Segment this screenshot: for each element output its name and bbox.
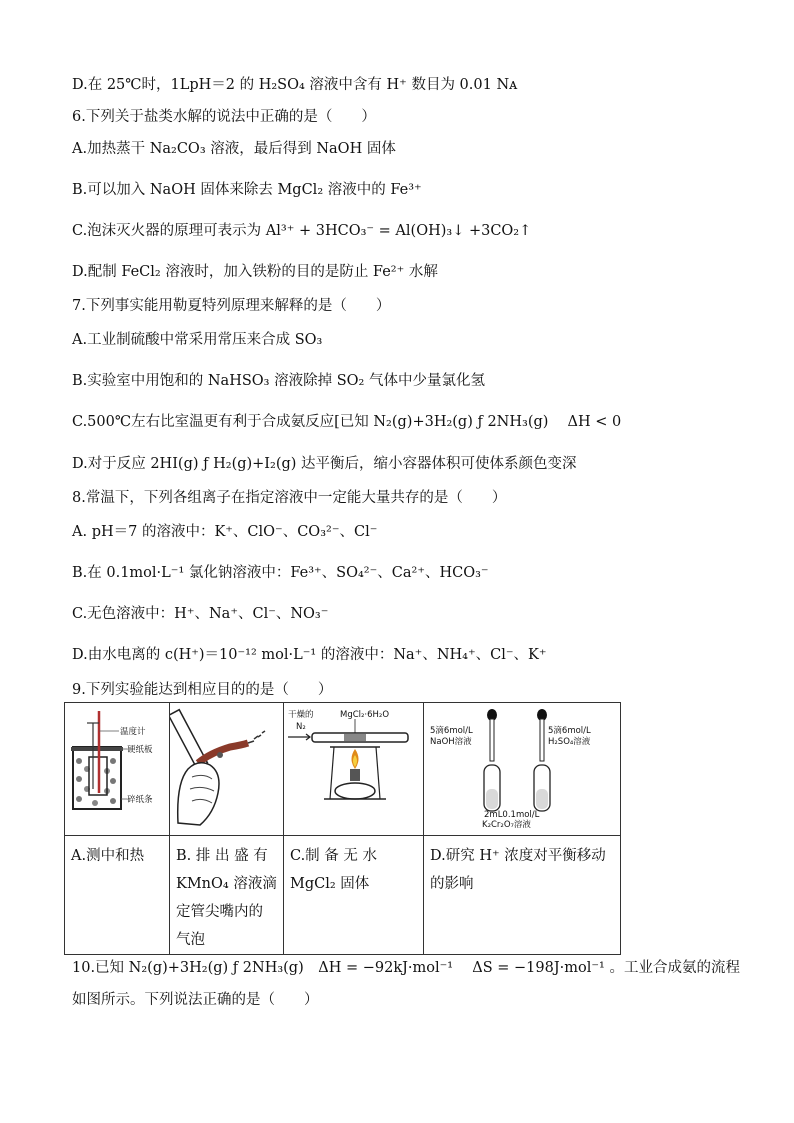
q8-option-b: B.在 0.1mol·L⁻¹ 氯化钠溶液中：Fe³⁺、SO₄²⁻、Ca²⁺、HCO₃⁻ <box>72 565 489 581</box>
calorimeter-figure <box>65 703 169 831</box>
caption-a: A.测中和热 <box>71 848 145 864</box>
q6-option-d: D.配制 FeCl₂ 溶液时，加入铁粉的目的是防止 Fe²⁺ 水解 <box>72 264 438 280</box>
caption-c: C.制 备 无 水 MgCl₂ 固体 <box>290 848 378 892</box>
figure-a-cell <box>65 703 170 836</box>
label-solution-conc: 2mL0.1mol/L <box>484 810 540 820</box>
q5-option-d: D.在 25℃时，1LpH＝2 的 H₂SO₄ 溶液中含有 H⁺ 数目为 0.01 Nᴀ <box>72 77 518 93</box>
q10-stem-line1: 10.已知 N₂(g)+3H₂(g) ƒ 2NH₃(g) ΔH = −92kJ·mol⁻¹ ΔS = −198J·mol⁻¹ 。工业合成氨的流程 <box>72 960 740 976</box>
q8-stem: 8.常温下，下列各组离子在指定溶液中一定能大量共存的是（ ） <box>72 490 507 506</box>
label-left-drops: 5滴6mol/L <box>430 726 473 736</box>
heating-tube-figure <box>284 703 423 831</box>
q6-option-a: A.加热蒸干 Na₂CO₃ 溶液，最后得到 NaOH 固体 <box>72 141 396 157</box>
label-dry-gas: 干燥的 <box>288 710 314 720</box>
q7-option-a: A.工业制硫酸中常采用常压来合成 SO₃ <box>72 332 323 348</box>
q8-option-d: D.由水电离的 c(H⁺)＝10⁻¹² mol·L⁻¹ 的溶液中：Na⁺、NH₄⁺、Cl⁻、K⁺ <box>72 647 547 663</box>
q9-stem: 9.下列实验能达到相应目的的是（ ） <box>72 682 333 698</box>
burette-figure <box>170 703 283 831</box>
q7-option-c: C.500℃左右比室温更有利于合成氨反应[已知 N₂(g)+3H₂(g) ƒ 2NH₃(g) ΔH < 0 <box>72 414 622 430</box>
q8-option-a: A. pH＝7 的溶液中：K⁺、ClO⁻、CO₃²⁻、Cl⁻ <box>72 524 378 540</box>
q6-option-c: C.泡沫灭火器的原理可表示为 Al³⁺ + 3HCO₃⁻ = Al(OH)₃↓ +3CO₂↑ <box>72 223 532 239</box>
q7-option-b: B.实验室中用饱和的 NaHSO₃ 溶液除掉 SO₂ 气体中少量氯化氢 <box>72 373 485 389</box>
q6-option-b: B.可以加入 NaOH 固体来除去 MgCl₂ 溶液中的 Fe³⁺ <box>72 182 422 198</box>
figure-d-cell <box>424 703 621 836</box>
figure-b-cell <box>170 703 284 836</box>
label-right-reagent: H₂SO₄溶液 <box>548 737 591 747</box>
label-board: 硬纸板 <box>127 745 153 755</box>
label-n2: N₂ <box>296 722 306 732</box>
label-mgcl2-hydrate: MgCl₂·6H₂O <box>340 710 390 720</box>
q9-experiment-table <box>64 702 621 955</box>
test-tubes-figure <box>424 703 620 831</box>
q7-option-d: D.对于反应 2HI(g) ƒ H₂(g)+I₂(g) 达平衡后，缩小容器体积可使体系颜色变深 <box>72 456 577 472</box>
figure-c-cell <box>284 703 424 836</box>
label-thermometer: 温度计 <box>120 727 146 737</box>
q8-option-c: C.无色溶液中：H⁺、Na⁺、Cl⁻、NO₃⁻ <box>72 606 329 622</box>
label-right-drops: 5滴6mol/L <box>548 726 591 736</box>
q10-stem-line2: 如图所示。下列说法正确的是（ ） <box>72 992 319 1008</box>
label-scraps: 碎纸条 <box>127 795 153 805</box>
q7-stem: 7.下列事实能用勒夏特列原理来解释的是（ ） <box>72 298 391 314</box>
label-solution-name: K₂Cr₂O₇溶液 <box>482 820 531 830</box>
q6-stem: 6.下列关于盐类水解的说法中正确的是（ ） <box>72 109 376 125</box>
caption-b: B. 排 出 盛 有 KMnO₄ 溶液滴定管尖嘴内的气泡 <box>176 848 277 948</box>
caption-d: D.研究 H⁺ 浓度对平衡移动的影响 <box>430 848 606 892</box>
label-left-reagent: NaOH溶液 <box>430 737 472 747</box>
